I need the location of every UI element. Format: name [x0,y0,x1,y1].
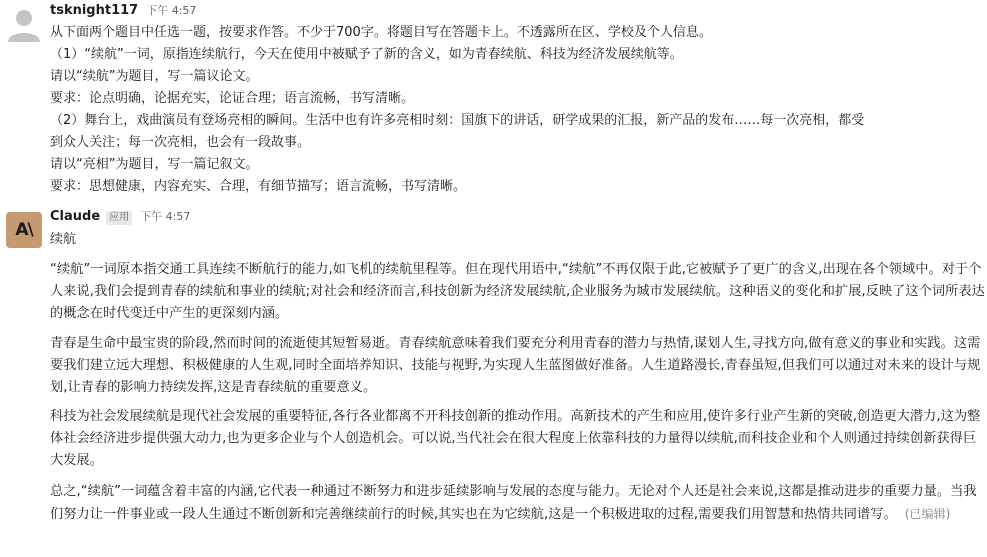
message-line: 请以“亮相”为题目，写一篇记叙文。 [50,157,259,172]
edited-label: (已编辑) [904,507,951,521]
essay-paragraph: “续航”一词原本指交通工具连续不断航行的能力,如飞机的续航里程等。但在现代用语中,“续航”不再仅限于此,它被赋予了更广的含义,出现在各个领域中。对于个人来说,我们会提到青春的续航和事业的续航;对社会和经济而言,科技创新为经济发展续航,企业服务为城市发展续航。这种语义的变化和扩展,反映了这个词所表达的概念在时代变迁中产生的更深刻内涵。 [50,262,985,321]
essay-paragraph: 科技为社会发展续航是现代社会发展的重要特征,各行各业都离不开科技创新的推动作用。高新技术的产生和应用,使许多行业产生新的突破,创造更大潜力,这为整体社会经济进步提供强大动力,也为更多企业与个人创造机会。可以说,当代社会在很大程度上依靠科技的力量得以续航,而科技企业和个人则通过持续创新获得巨大发展。 [50,409,981,468]
claude-avatar-icon[interactable]: A\ [6,212,42,248]
author-name[interactable]: Claude [50,209,101,224]
message-time[interactable]: 下午 4:57 [146,4,197,17]
message-line: 要求：思想健康，内容充实、合理，有细节描写；语言流畅，书写清晰。 [50,179,467,194]
message-header [50,2,196,22]
message-line: （2）舞台上，戏曲演员有登场亮相的瞬间。生活中也有许多亮相时刻：国旗下的讲话，研学成果的汇报，新产品的发布……每一次亮相，都受 [50,113,865,128]
message-line: 要求：论点明确，论据充实，论证合理；语言流畅，书写清晰。 [50,91,415,106]
essay-paragraph: 青春是生命中最宝贵的阶段,然而时间的流逝使其短暂易逝。青春续航意味着我们要充分利用青春的潜力与热情,谋划人生,寻找方向,做有意义的事业和实践。这需要我们建立远大理想、积极健康的人生观,同时全面培养知识、技能与视野,为实现人生蓝图做好准备。人生道路漫长,青春虽短,但我们可以通过对未来的设计与规划,让青春的影响力持续发挥,这是青春续航的重要意义。 [50,336,981,395]
message-line: 请以“续航”为题目，写一篇议论文。 [50,69,259,84]
message-line: （1）“续航”一词，原指连续航行，今天在使用中被赋予了新的含义，如为青春续航、科技为经济发展续航等。 [50,47,683,62]
message-line: 从下面两个题目中任选一题，按要求作答。不少于700字。将题目写在答题卡上。不透露所在区、学校及个人信息。 [50,25,712,40]
user-avatar-icon[interactable] [6,6,42,42]
message-header [50,208,190,228]
app-badge: 应用 [106,211,132,225]
message-time[interactable]: 下午 4:57 [140,210,191,223]
essay-title: 续航 [50,232,77,247]
message-line: 到众人关注；每一次亮相，也会有一段故事。 [50,135,311,150]
essay-paragraph-text: 总之,“续航”一词蕴含着丰富的内涵,它代表一种通过不断努力和进步延续影响与发展的态度与能力。无论对个人还是社会来说,这都是推动进步的重要力量。当我们努力让一件事业或一段人生通过不断创新和完善继续前行的时候,其实也在为它续航,这是一个积极进取的过程,需要我们用智慧和热情共同谱写。 [50,484,977,522]
author-name[interactable]: tsknight117 [50,3,139,18]
essay-paragraph-last [50,481,985,526]
